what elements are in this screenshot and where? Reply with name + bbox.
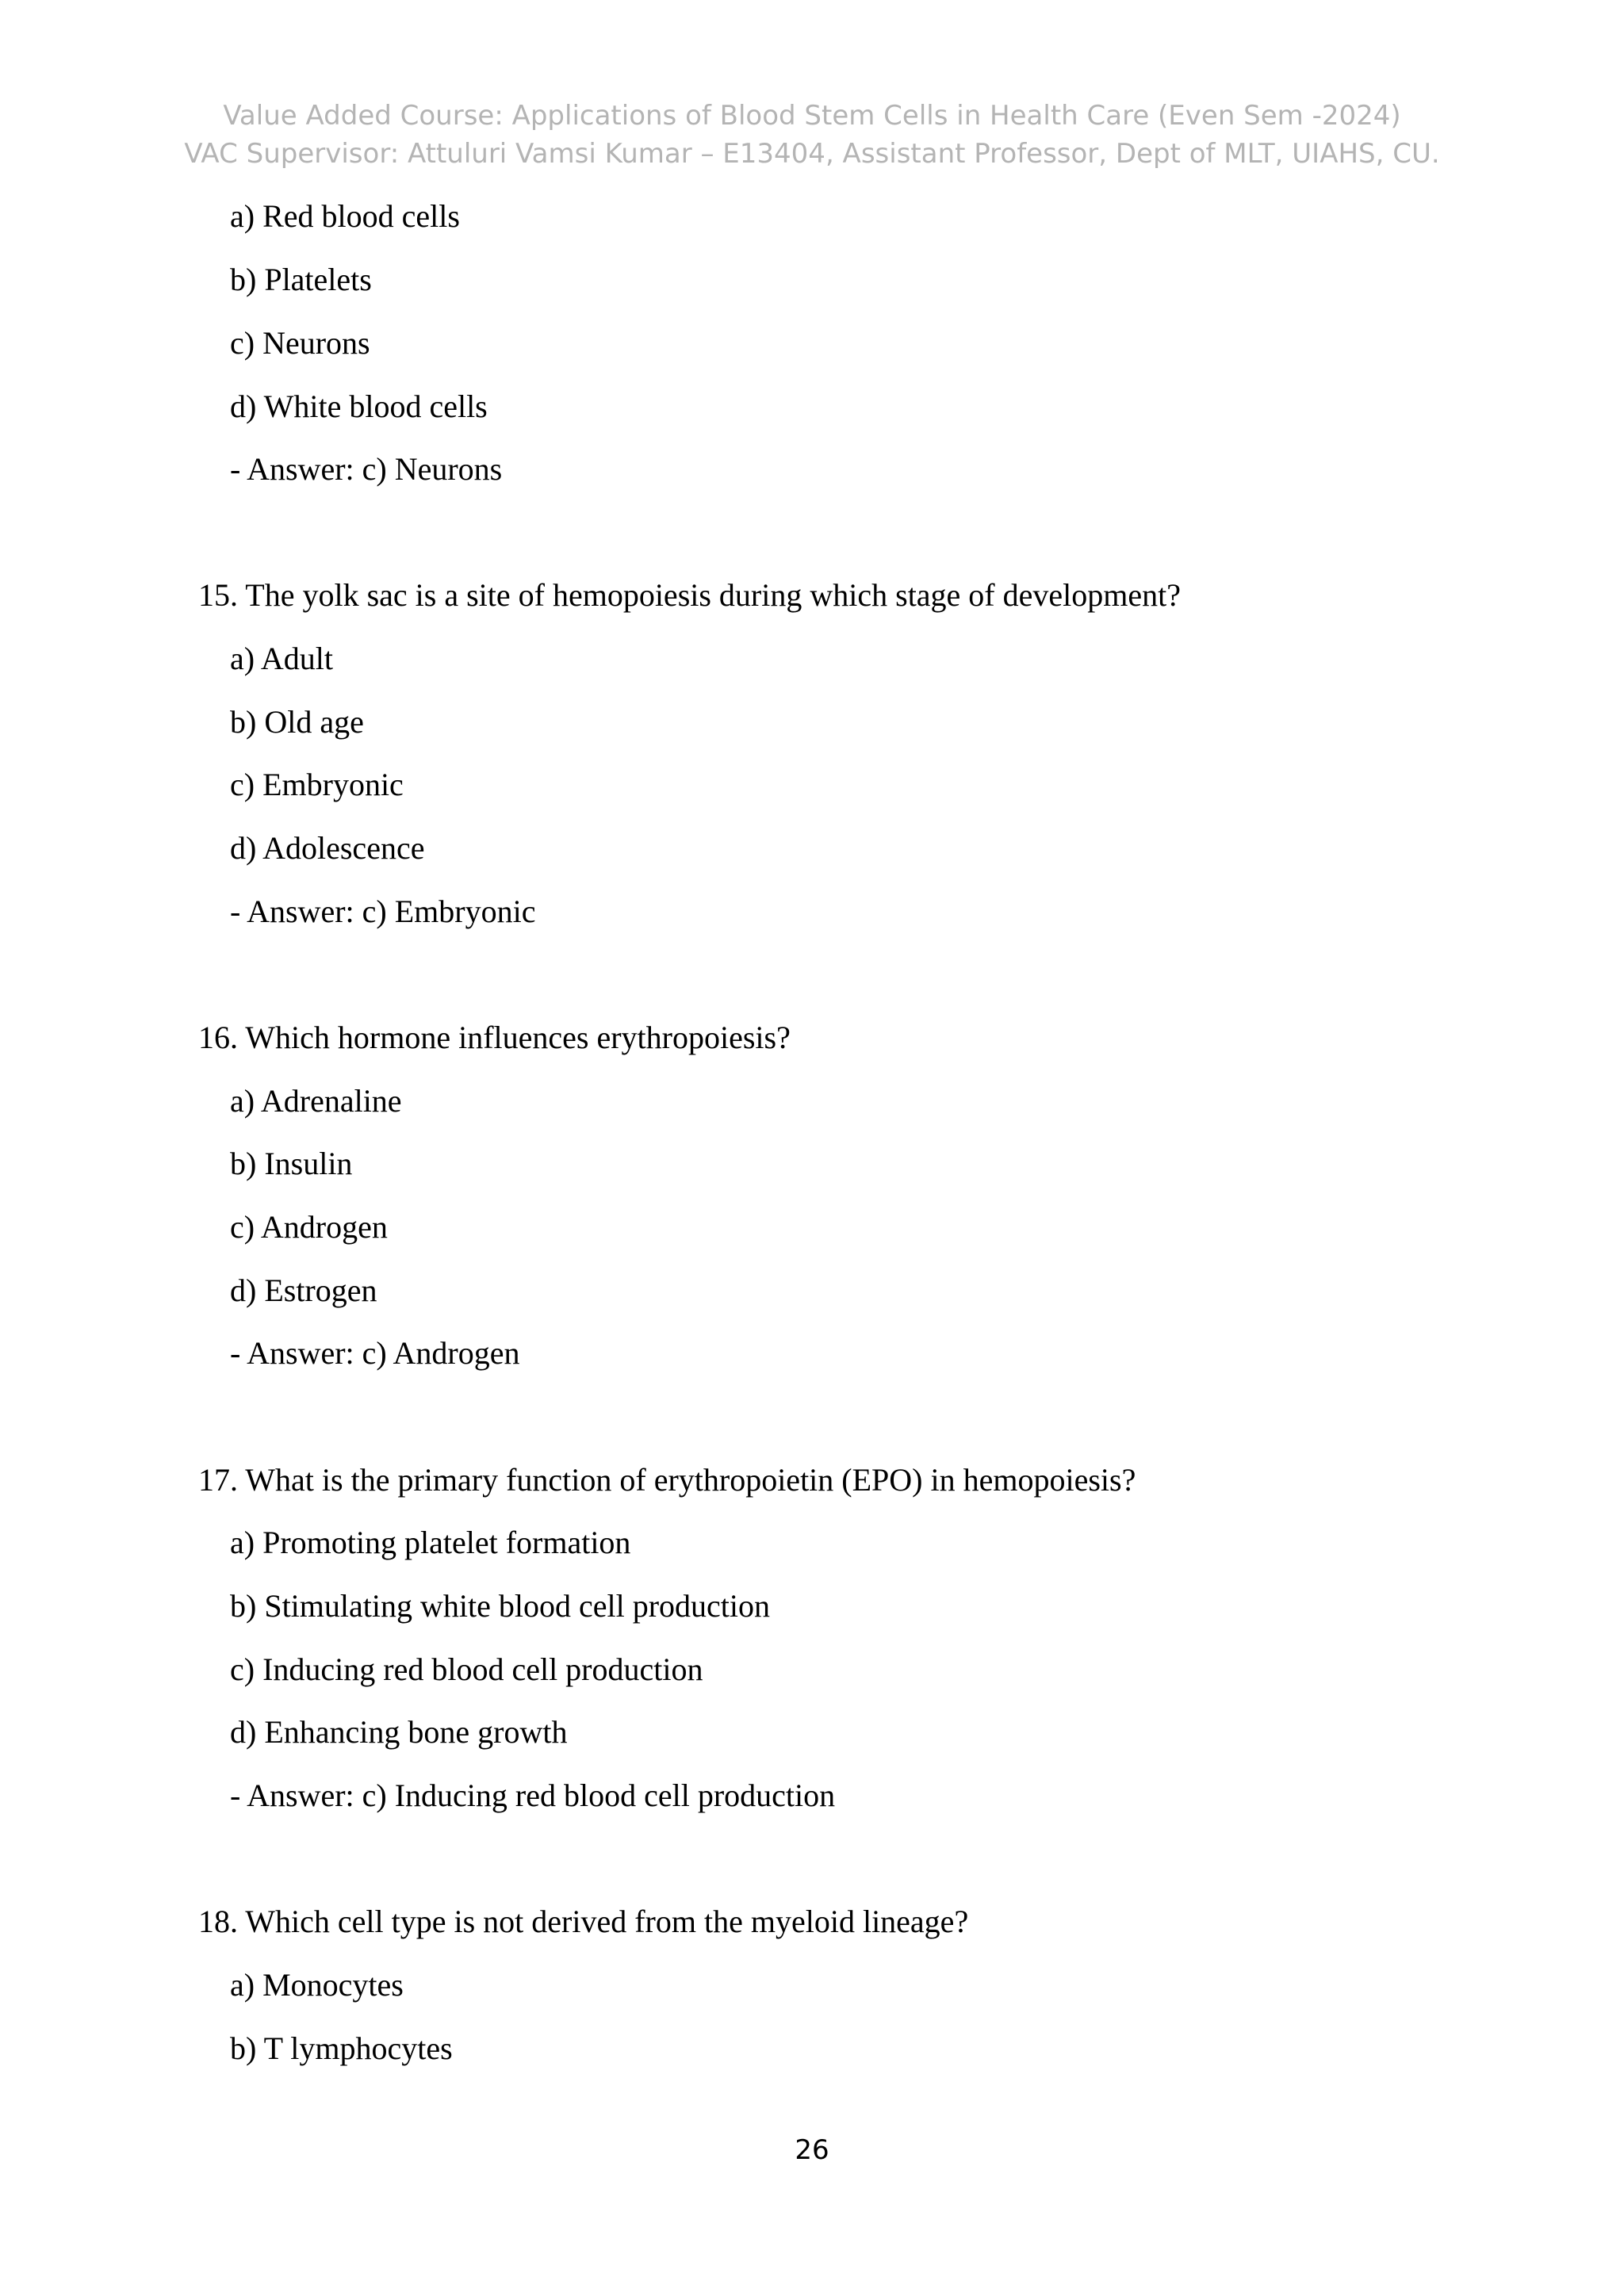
q15-option-a: a) Adult bbox=[230, 641, 333, 676]
q18-option-a: a) Monocytes bbox=[230, 1967, 404, 2003]
running-header-course: Value Added Course: Applications of Blood Stem Cells in Health Care (Even Sem -2024) bbox=[223, 100, 1401, 132]
q16-option-d: d) Estrogen bbox=[230, 1272, 377, 1308]
q18-question: 18. Which cell type is not derived from the myeloid lineage? bbox=[198, 1904, 969, 1939]
q15-question: 15. The yolk sac is a site of hemopoiesis during which stage of development? bbox=[198, 577, 1181, 613]
q17-option-a: a) Promoting platelet formation bbox=[230, 1525, 631, 1560]
q17-option-d: d) Enhancing bone growth bbox=[230, 1714, 568, 1750]
q17-option-b: b) Stimulating white blood cell production bbox=[230, 1588, 771, 1624]
q17-option-c: c) Inducing red blood cell production bbox=[230, 1651, 703, 1687]
q17-question: 17. What is the primary function of erythropoietin (EPO) in hemopoiesis? bbox=[198, 1462, 1136, 1498]
q14-option-d: d) White blood cells bbox=[230, 388, 488, 424]
q15-answer: - Answer: c) Embryonic bbox=[230, 894, 536, 929]
q15-option-c: c) Embryonic bbox=[230, 767, 404, 802]
q14-option-b: b) Platelets bbox=[230, 262, 372, 297]
q14-answer: - Answer: c) Neurons bbox=[230, 451, 503, 487]
running-header-supervisor: VAC Supervisor: Attuluri Vamsi Kumar – E13404, Assistant Professor, Dept of MLT, UIAHS, CU. bbox=[184, 138, 1440, 170]
q17-answer: - Answer: c) Inducing red blood cell production bbox=[230, 1777, 836, 1813]
q14-option-c: c) Neurons bbox=[230, 325, 370, 361]
q16-answer: - Answer: c) Androgen bbox=[230, 1335, 520, 1371]
q16-option-c: c) Androgen bbox=[230, 1209, 388, 1245]
q14-option-a: a) Red blood cells bbox=[230, 198, 460, 234]
q15-option-d: d) Adolescence bbox=[230, 830, 425, 866]
q16-option-a: a) Adrenaline bbox=[230, 1083, 402, 1119]
page-number: 26 bbox=[795, 2134, 829, 2166]
q16-option-b: b) Insulin bbox=[230, 1146, 353, 1181]
q18-option-b: b) T lymphocytes bbox=[230, 2030, 453, 2066]
q15-option-b: b) Old age bbox=[230, 704, 364, 740]
q16-question: 16. Which hormone influences erythropoiesis? bbox=[198, 1020, 791, 1055]
